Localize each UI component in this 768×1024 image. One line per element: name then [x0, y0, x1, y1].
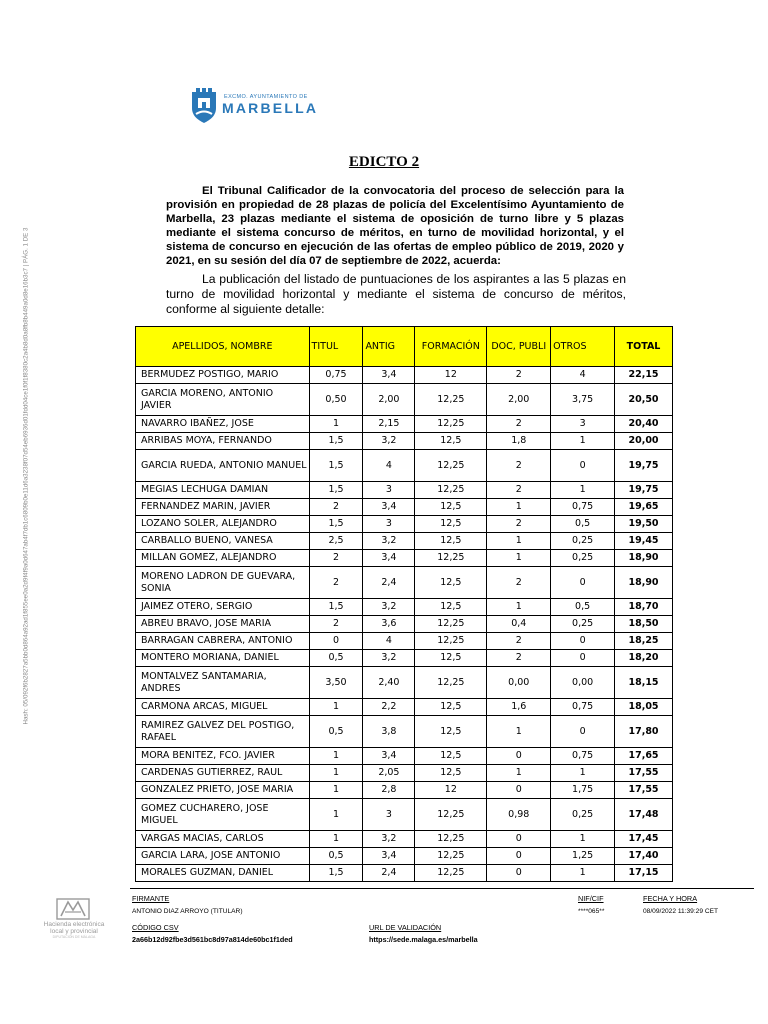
- cell-antig: 2,8: [363, 782, 415, 799]
- cell-otros: 0,25: [551, 550, 615, 567]
- cell-titul: 0,50: [309, 384, 363, 416]
- cell-antig: 3: [363, 516, 415, 533]
- cell-titul: 1,5: [309, 865, 363, 882]
- cell-titul: 2: [309, 616, 363, 633]
- table-row: [136, 416, 673, 433]
- scores-table-body: [136, 367, 673, 882]
- cell-name: CARBALLO BUENO, VANESA: [136, 533, 310, 550]
- intro-paragraph: El Tribunal Calificador de la convocatoria del proceso de selección para la provisión en propiedad de 28 plazas de policía del Excelentísimo Ayuntamiento de Marbella, 23 plazas mediante el sistema de oposición de turno libre y 5 plazas mediante el sistema concurso de méritos, en turno de movilidad horizontal, y el sistema de concurso en ejecución de las ofertas de empleo público de 2019, 2020 y 2021, en su sesión del día 07 de septiembre de 2022, acuerda:: [166, 185, 624, 267]
- cell-titul: 2,5: [309, 533, 363, 550]
- cell-doc-publi: 0,98: [487, 799, 551, 831]
- cell-doc-publi: 0: [487, 865, 551, 882]
- cell-doc-publi: 2: [487, 416, 551, 433]
- cell-otros: 0,25: [551, 533, 615, 550]
- cell-formacion: 12,5: [415, 567, 487, 599]
- cell-antig: 3,2: [363, 533, 415, 550]
- cell-titul: 1: [309, 416, 363, 433]
- cell-doc-publi: 0: [487, 831, 551, 848]
- cell-otros: 3,75: [551, 384, 615, 416]
- cell-otros: 1,25: [551, 848, 615, 865]
- cell-total: 18,05: [615, 699, 673, 716]
- table-row: [136, 550, 673, 567]
- cell-total: 19,75: [615, 482, 673, 499]
- table-row: [136, 616, 673, 633]
- cell-otros: 0,25: [551, 616, 615, 633]
- cell-titul: 1,5: [309, 450, 363, 482]
- logo-subtitle: EXCMO. AYUNTAMIENTO DE: [224, 94, 308, 100]
- table-row: [136, 516, 673, 533]
- nif-value: ****065**: [578, 908, 605, 915]
- fecha-label: FECHA Y HORA: [643, 894, 698, 903]
- cell-titul: 0: [309, 633, 363, 650]
- cell-name: VARGAS MACIAS, CARLOS: [136, 831, 310, 848]
- cell-titul: 1,5: [309, 433, 363, 450]
- cell-doc-publi: 0: [487, 848, 551, 865]
- url-value[interactable]: https://sede.malaga.es/marbella: [369, 935, 478, 944]
- cell-otros: 0: [551, 567, 615, 599]
- cell-titul: 3,50: [309, 667, 363, 699]
- cell-formacion: 12,25: [415, 416, 487, 433]
- cell-titul: 1,5: [309, 516, 363, 533]
- cell-doc-publi: 0,00: [487, 667, 551, 699]
- cell-name: MORALES GUZMAN, DANIEL: [136, 865, 310, 882]
- cell-formacion: 12: [415, 367, 487, 384]
- side-hash-text: Hash: 05/092f6b2827a5bb0d864a92ad1f855ee0a2d9f4f9a0d647ab4f7db1c6809b0e11d6a3238f07d54eb6936d01fdd04ce1f0f1f8380c2a4b8d0a8fb8b449a0d8e16b3c7 | PÁG. 1 DE 3: [22, 227, 30, 725]
- cell-antig: 3,4: [363, 550, 415, 567]
- cell-titul: 1: [309, 831, 363, 848]
- cell-total: 17,45: [615, 831, 673, 848]
- cell-antig: 3,4: [363, 367, 415, 384]
- table-row: [136, 633, 673, 650]
- table-row: [136, 667, 673, 699]
- cell-formacion: 12,5: [415, 716, 487, 748]
- cell-titul: 1,5: [309, 599, 363, 616]
- cell-antig: 3: [363, 482, 415, 499]
- table-row: [136, 650, 673, 667]
- cell-name: MEGIAS LECHUGA DAMIAN: [136, 482, 310, 499]
- cell-formacion: 12,5: [415, 650, 487, 667]
- cell-doc-publi: 1: [487, 499, 551, 516]
- cell-doc-publi: 1: [487, 550, 551, 567]
- cell-total: 20,00: [615, 433, 673, 450]
- cell-name: CARMONA ARCAS, MIGUEL: [136, 699, 310, 716]
- cell-name: GARCIA LARA, JOSE ANTONIO: [136, 848, 310, 865]
- cell-name: MORENO LADRON DE GUEVARA, SONIA: [136, 567, 310, 599]
- cell-doc-publi: 1: [487, 599, 551, 616]
- table-row: [136, 716, 673, 748]
- cell-otros: 1: [551, 433, 615, 450]
- table-row: [136, 748, 673, 765]
- cell-name: MONTALVEZ SANTAMARIA, ANDRES: [136, 667, 310, 699]
- cell-antig: 3: [363, 799, 415, 831]
- header-formacion: FORMACIÓN: [415, 327, 487, 367]
- cell-otros: 1: [551, 765, 615, 782]
- nif-label: NIF/CIF: [578, 894, 604, 903]
- cell-otros: 0: [551, 633, 615, 650]
- cell-otros: 0: [551, 650, 615, 667]
- cell-formacion: 12,25: [415, 482, 487, 499]
- cell-formacion: 12,5: [415, 748, 487, 765]
- cell-antig: 3,8: [363, 716, 415, 748]
- cell-antig: 3,4: [363, 848, 415, 865]
- cell-antig: 4: [363, 633, 415, 650]
- cell-total: 19,45: [615, 533, 673, 550]
- cell-titul: 0,5: [309, 848, 363, 865]
- cell-antig: 2,2: [363, 699, 415, 716]
- cell-name: GOMEZ CUCHARERO, JOSE MIGUEL: [136, 799, 310, 831]
- cell-total: 17,48: [615, 799, 673, 831]
- cell-doc-publi: 1: [487, 765, 551, 782]
- fecha-value: 08/09/2022 11:39:29 CET: [643, 908, 719, 915]
- cell-otros: 1: [551, 831, 615, 848]
- table-row: [136, 433, 673, 450]
- cell-formacion: 12: [415, 782, 487, 799]
- logo-title: MARBELLA: [222, 100, 319, 116]
- cell-total: 17,80: [615, 716, 673, 748]
- cell-antig: 2,40: [363, 667, 415, 699]
- cell-otros: 4: [551, 367, 615, 384]
- cell-name: JAIMEZ OTERO, SERGIO: [136, 599, 310, 616]
- cell-total: 20,50: [615, 384, 673, 416]
- cell-doc-publi: 2: [487, 633, 551, 650]
- cell-total: 18,15: [615, 667, 673, 699]
- cell-formacion: 12,5: [415, 433, 487, 450]
- cell-titul: 0,5: [309, 716, 363, 748]
- cell-doc-publi: 1: [487, 716, 551, 748]
- cell-doc-publi: 0,4: [487, 616, 551, 633]
- cell-doc-publi: 2: [487, 367, 551, 384]
- cell-titul: 1: [309, 782, 363, 799]
- table-row: [136, 799, 673, 831]
- cell-otros: 3: [551, 416, 615, 433]
- cell-doc-publi: 0: [487, 748, 551, 765]
- cell-antig: 2,4: [363, 865, 415, 882]
- cell-total: 17,65: [615, 748, 673, 765]
- cell-otros: 0: [551, 450, 615, 482]
- cell-titul: 1: [309, 765, 363, 782]
- cell-otros: 0,75: [551, 699, 615, 716]
- cell-antig: 3,6: [363, 616, 415, 633]
- cell-name: FERNANDEZ MARIN, JAVIER: [136, 499, 310, 516]
- cell-name: MORA BENITEZ, FCO. JAVIER: [136, 748, 310, 765]
- cell-titul: 1: [309, 748, 363, 765]
- table-row: [136, 499, 673, 516]
- hacienda-logo: [28, 898, 120, 958]
- cell-otros: 1: [551, 482, 615, 499]
- scores-table: [135, 326, 673, 882]
- cell-formacion: 12,25: [415, 384, 487, 416]
- table-row: [136, 765, 673, 782]
- cell-name: BARRAGAN CABRERA, ANTONIO: [136, 633, 310, 650]
- header-antig: ANTIG: [363, 327, 415, 367]
- marbella-shield-icon: [190, 88, 218, 124]
- cell-name: CARDENAS GUTIERREZ, RAUL: [136, 765, 310, 782]
- cell-name: GARCIA MORENO, ANTONIO JAVIER: [136, 384, 310, 416]
- cell-titul: 1: [309, 699, 363, 716]
- table-row: [136, 848, 673, 865]
- table-row: [136, 567, 673, 599]
- cell-total: 18,20: [615, 650, 673, 667]
- cell-antig: 3,2: [363, 599, 415, 616]
- cell-formacion: 12,25: [415, 865, 487, 882]
- cell-formacion: 12,25: [415, 616, 487, 633]
- footer-divider: [130, 888, 754, 889]
- cell-total: 19,65: [615, 499, 673, 516]
- firmante-label: FIRMANTE: [132, 894, 170, 903]
- cell-antig: 3,2: [363, 650, 415, 667]
- cell-antig: 2,4: [363, 567, 415, 599]
- cell-total: 17,55: [615, 782, 673, 799]
- cell-otros: 0: [551, 716, 615, 748]
- url-label: URL DE VALIDACIÓN: [369, 923, 442, 932]
- cell-total: 20,40: [615, 416, 673, 433]
- document-title: EDICTO 2: [348, 154, 420, 170]
- cell-formacion: 12,25: [415, 450, 487, 482]
- table-row: [136, 533, 673, 550]
- header-apellidos: APELLIDOS, NOMBRE: [136, 327, 310, 367]
- table-row: [136, 865, 673, 882]
- cell-total: 18,70: [615, 599, 673, 616]
- firmante-value: ANTONIO DIAZ ARROYO (TITULAR): [132, 908, 243, 915]
- cell-total: 19,50: [615, 516, 673, 533]
- cell-otros: 0,25: [551, 799, 615, 831]
- cell-total: 17,55: [615, 765, 673, 782]
- cell-total: 22,15: [615, 367, 673, 384]
- table-row: [136, 782, 673, 799]
- table-row: [136, 599, 673, 616]
- marbella-logo: [186, 86, 319, 128]
- cell-titul: 1,5: [309, 482, 363, 499]
- cell-antig: 3,4: [363, 499, 415, 516]
- header-titul: TITUL: [309, 327, 363, 367]
- cell-antig: 4: [363, 450, 415, 482]
- cell-doc-publi: 2,00: [487, 384, 551, 416]
- cell-doc-publi: 2: [487, 516, 551, 533]
- cell-name: ARRIBAS MOYA, FERNANDO: [136, 433, 310, 450]
- cell-antig: 2,15: [363, 416, 415, 433]
- cell-antig: 3,2: [363, 831, 415, 848]
- cell-doc-publi: 1,8: [487, 433, 551, 450]
- cell-total: 18,90: [615, 567, 673, 599]
- cell-name: MONTERO MORIANA, DANIEL: [136, 650, 310, 667]
- cell-formacion: 12,5: [415, 499, 487, 516]
- cell-name: LOZANO SOLER, ALEJANDRO: [136, 516, 310, 533]
- cell-name: GONZALEZ PRIETO, JOSE MARIA: [136, 782, 310, 799]
- table-row: [136, 482, 673, 499]
- cell-formacion: 12,5: [415, 699, 487, 716]
- cell-doc-publi: 0: [487, 782, 551, 799]
- cell-antig: 3,4: [363, 748, 415, 765]
- cell-antig: 2,05: [363, 765, 415, 782]
- cell-titul: 2: [309, 567, 363, 599]
- cell-otros: 1,75: [551, 782, 615, 799]
- cell-otros: 1: [551, 865, 615, 882]
- cell-formacion: 12,25: [415, 550, 487, 567]
- cell-doc-publi: 2: [487, 650, 551, 667]
- cell-formacion: 12,25: [415, 799, 487, 831]
- cell-total: 18,50: [615, 616, 673, 633]
- cell-titul: 2: [309, 550, 363, 567]
- cell-formacion: 12,5: [415, 765, 487, 782]
- cell-titul: 2: [309, 499, 363, 516]
- cell-antig: 3,2: [363, 433, 415, 450]
- cell-otros: 0,5: [551, 599, 615, 616]
- cell-name: RAMIREZ GALVEZ DEL POSTIGO, RAFAEL: [136, 716, 310, 748]
- cell-name: BERMUDEZ POSTIGO, MARIO: [136, 367, 310, 384]
- cell-total: 19,75: [615, 450, 673, 482]
- cell-name: ABREU BRAVO, JOSE MARIA: [136, 616, 310, 633]
- cell-formacion: 12,5: [415, 533, 487, 550]
- cell-titul: 0,5: [309, 650, 363, 667]
- detail-paragraph: La publicación del listado de puntuaciones de los aspirantes a las 5 plazas en turno de movilidad horizontal y mediante el sistema de concurso de méritos, conforme al siguiente detalle:: [166, 272, 626, 316]
- table-row: [136, 831, 673, 848]
- csv-value: 2a66b12d92fbe3d561bc8d97a814de60bc1f1ded: [132, 935, 293, 944]
- cell-otros: 0,75: [551, 748, 615, 765]
- cell-formacion: 12,25: [415, 667, 487, 699]
- cell-doc-publi: 1,6: [487, 699, 551, 716]
- header-otros: OTROS: [551, 327, 615, 367]
- cell-otros: 0,5: [551, 516, 615, 533]
- cell-titul: 1: [309, 799, 363, 831]
- cell-otros: 0,75: [551, 499, 615, 516]
- header-doc-publi: DOC, PUBLI: [487, 327, 551, 367]
- cell-name: GARCIA RUEDA, ANTONIO MANUEL: [136, 450, 310, 482]
- cell-formacion: 12,25: [415, 848, 487, 865]
- hacienda-subtext: DIPUTACIÓN DE MÁLAGA: [52, 935, 96, 939]
- csv-label: CÓDIGO CSV: [132, 923, 179, 932]
- cell-formacion: 12,5: [415, 516, 487, 533]
- cell-doc-publi: 2: [487, 567, 551, 599]
- cell-otros: 0,00: [551, 667, 615, 699]
- cell-formacion: 12,25: [415, 633, 487, 650]
- table-row: [136, 384, 673, 416]
- table-header-row: [136, 327, 673, 367]
- cell-antig: 2,00: [363, 384, 415, 416]
- table-row: [136, 699, 673, 716]
- hacienda-text: Hacienda electrónica local y provincial: [43, 921, 105, 935]
- cell-titul: 0,75: [309, 367, 363, 384]
- header-total: TOTAL: [615, 327, 673, 367]
- cell-doc-publi: 2: [487, 450, 551, 482]
- cell-doc-publi: 2: [487, 482, 551, 499]
- cell-total: 18,25: [615, 633, 673, 650]
- table-row: [136, 367, 673, 384]
- table-row: [136, 450, 673, 482]
- cell-total: 18,90: [615, 550, 673, 567]
- hacienda-emblem-icon: [56, 898, 90, 920]
- cell-doc-publi: 1: [487, 533, 551, 550]
- cell-name: NAVARRO IBAÑEZ, JOSE: [136, 416, 310, 433]
- cell-name: MILLAN GOMEZ, ALEJANDRO: [136, 550, 310, 567]
- cell-formacion: 12,25: [415, 831, 487, 848]
- cell-total: 17,15: [615, 865, 673, 882]
- cell-formacion: 12,5: [415, 599, 487, 616]
- cell-total: 17,40: [615, 848, 673, 865]
